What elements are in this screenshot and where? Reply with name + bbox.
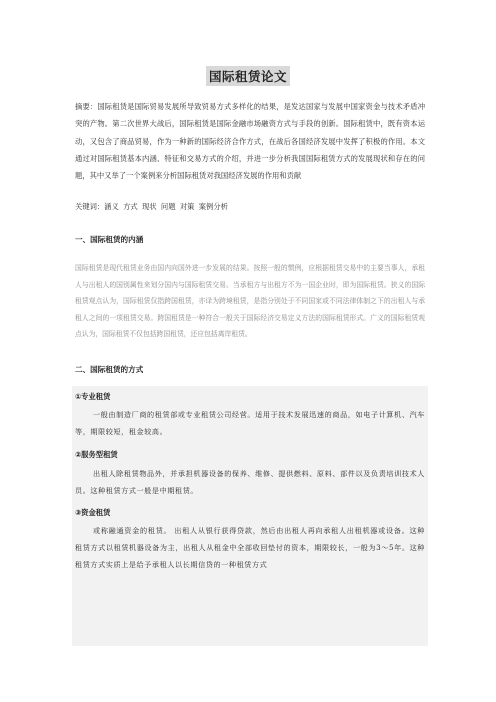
keywords-line: 关键词：涵义 方式 现状 问题 对策 案例分析 <box>75 202 228 211</box>
method-label-service: ②服务型租赁 <box>75 450 118 459</box>
document-title: 国际租赁论文 <box>206 66 290 86</box>
abstract-paragraph: 摘要：国际租赁是国际贸易发展所导致贸易方式多样化的结果，是发达国家与发展中国家资金与技术矛盾冲突的产物。第二次世界大战后，国际租赁是国际金融市场融资方式与手段的创新。国际租赁中，既有资本运动，又包含了商品贸易，作为一种新的国际经济合作方式，在战后各国经济发展中发挥了积极的作用。本文通过对国际租赁基本内涵、特征和交易方式的介绍，并进一步分析我国国际租赁方式的发展现状和存在的问题，其中又举了一个案例来分析国际租赁对我国经济发展的作用和贡献 <box>75 102 425 181</box>
section-heading-meaning: 一、国际租赁的内涵 <box>75 235 144 244</box>
method-body-capital: 或称融通资金的租赁。 出租人从银行获得贷款，然后由出租人再向承租人出租机器或设备。这种租赁方式以租赁机器设备为主，出租人从租金中全部收回垫付的资本，期限较长，一般为3～5年。这种租赁方式实质上是给予承租人以长期信贷的一种租赁方式 <box>75 526 425 569</box>
title-container <box>0 66 496 86</box>
section-heading-methods: 二、国际租赁的方式 <box>75 365 144 374</box>
method-body-service: 出租人除租赁物品外，并承担机器设备的保养、维修、提供燃料、原料、部件以及负责培训技术人员。这种租赁方式一般是中期租赁。 <box>75 469 425 495</box>
section-meaning-paragraph: 国际租赁是现代租赁业务由国内向国外进一步发展的结果。按照一般的惯例，应根据租赁交易中的主要当事人，承租人与出租人的国别属性来划分国内与国际租赁交易。当承租方与出租方不为一国企业时，即为国际租赁。狭义的国际租赁观点认为，国际租赁仅指跨国租赁，亦译为跨境租赁，是指分别处于不同国家或不同法律体制之下的出租人与承租人之间的一项租赁交易。跨国租赁是一种符合一般关于国际经济交易定义方法的国际租赁形式。广义的国际租赁观点认为，国际租赁不仅包括跨国租赁，还应包括离岸租赁。 <box>75 264 425 338</box>
method-label-professional: ①专业租赁 <box>75 392 111 401</box>
method-body-professional: 一般由制造厂商的租赁部或专业租赁公司经营。适用于技术发展迅速的商品，如电子计算机、汽车等，期限较短，租金较高。 <box>75 410 425 436</box>
method-label-capital: ③资金租赁 <box>75 508 111 517</box>
